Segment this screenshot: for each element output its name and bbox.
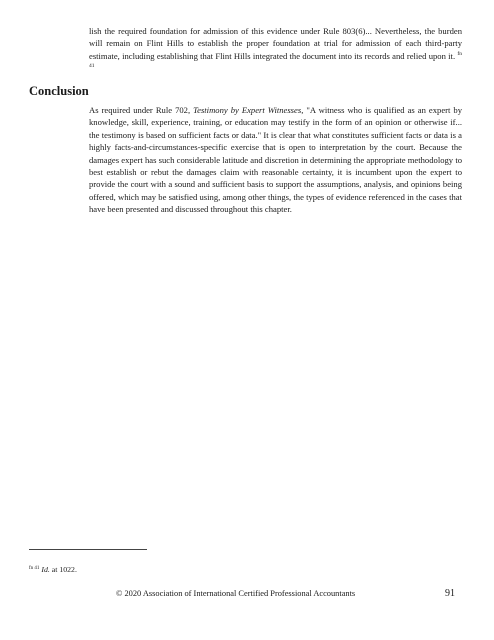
page-footer bbox=[0, 587, 494, 601]
page-number: 91 bbox=[445, 588, 455, 599]
footnote-citation: Id. bbox=[41, 565, 50, 574]
copyright-notice: © 2020 Association of International Certified Professional Accountants bbox=[116, 589, 356, 598]
conclusion-text-body: , "A witness who is qualified as an expert by knowledge, skill, experience, training, or education may testify in the form of an opinion or otherwise if... the testimony is based on sufficient facts or data." It is clear that what constitutes sufficient facts or data is a highly facts-and-circumstances-specific exercise that is open to interpretation by the court. Because the damages expert has such considerable latitude and discretion in determining the appropriate methodology to best establish or rebut the damages claim with reasonable certainty, it is incumbent upon the expert to provide the court with a sound and sufficient basis to support the assumptions, analysis, and opinions being offered, which may be satisfied using, among other things, the types of evidence referenced in the cases that have been presented and discussed throughout this chapter. bbox=[89, 105, 463, 215]
footnote bbox=[29, 565, 77, 575]
continuation-paragraph bbox=[89, 25, 462, 75]
conclusion-paragraph bbox=[89, 104, 462, 216]
section-heading: Conclusion bbox=[29, 84, 89, 98]
footnote-marker: fn 41 bbox=[29, 566, 40, 571]
footnote-text: at 1022. bbox=[49, 565, 77, 574]
conclusion-text-intro: As required under Rule 702, bbox=[89, 105, 194, 115]
continuation-text: lish the required foundation for admission of this evidence under Rule 803(6)... Nevertheless, the burden will remain on Flint Hills to establish the proper foundation at trial for admission of each third-party estimate, including establishing that Flint Hills integrated the document into its records and relied upon it. bbox=[89, 26, 462, 61]
rule-title: Testimony by Expert Witnesses bbox=[193, 105, 302, 115]
footnote-reference[interactable]: fn 41 bbox=[89, 50, 462, 70]
footnote-divider bbox=[29, 549, 147, 550]
